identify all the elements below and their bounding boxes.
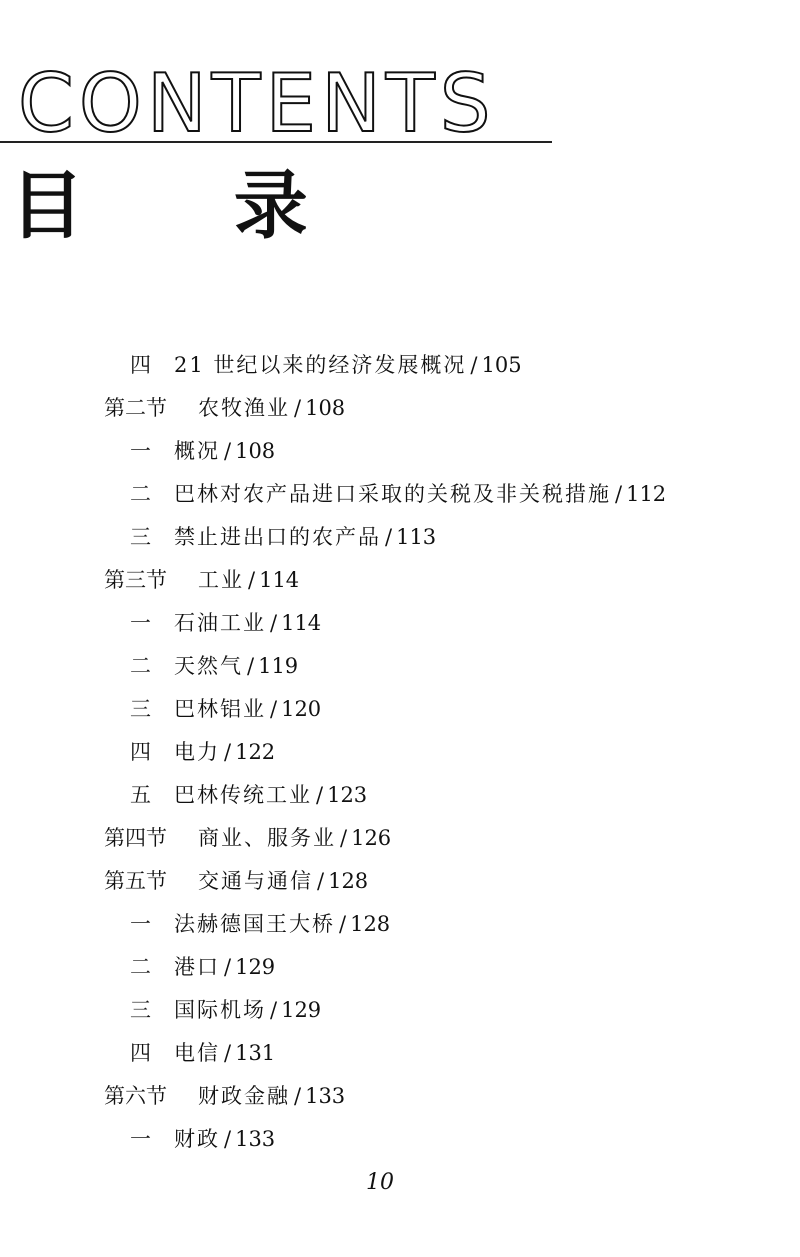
toc-entry-page: 122: [235, 740, 276, 764]
toc-entry-title: 工业: [198, 568, 244, 592]
toc-entry-page: 133: [305, 1084, 346, 1108]
toc-entry[interactable]: [130, 350, 522, 380]
toc-entry-separator: /: [224, 740, 232, 764]
toc-entry-page: 131: [235, 1041, 276, 1065]
toc-entry-separator: /: [339, 912, 347, 936]
toc-entry-number: 第五节: [104, 869, 167, 893]
toc-entry[interactable]: [130, 651, 298, 681]
toc-entry-title: 商业、服务业: [198, 826, 336, 850]
toc-entry-number: 四: [130, 740, 151, 764]
toc-entry-title: 石油工业: [174, 611, 266, 635]
toc-entry-page: 128: [350, 912, 391, 936]
toc-entry-number: 四: [130, 353, 151, 377]
toc-entry[interactable]: [104, 1081, 345, 1111]
toc-entry-title: 概况: [174, 439, 220, 463]
toc-entry-title: 港口: [174, 955, 220, 979]
heading-rule: [0, 141, 552, 143]
toc-entry[interactable]: [130, 780, 367, 810]
toc-entry[interactable]: [130, 995, 321, 1025]
toc-entry-number: 一: [130, 912, 151, 936]
toc-entry[interactable]: [104, 823, 391, 853]
toc-entry-separator: /: [340, 826, 348, 850]
toc-entry[interactable]: [130, 909, 390, 939]
toc-entry[interactable]: [130, 436, 275, 466]
toc-entry-separator: /: [270, 697, 278, 721]
toc-entry[interactable]: [130, 1038, 275, 1068]
toc-entry-page: 114: [259, 568, 300, 592]
toc-entry-page: 108: [305, 396, 346, 420]
toc-entry-number: 第二节: [104, 396, 167, 420]
toc-entry-separator: /: [316, 783, 324, 807]
page-number: 10: [366, 1170, 394, 1195]
toc-entry[interactable]: [130, 479, 666, 509]
toc-entry-separator: /: [294, 1084, 302, 1108]
toc-entry-title: 21 世纪以来的经济发展概况: [174, 353, 467, 377]
toc-entry-title: 国际机场: [174, 998, 266, 1022]
toc-entry[interactable]: [130, 737, 275, 767]
toc-entry-page: 108: [235, 439, 276, 463]
toc-entry-number: 一: [130, 1127, 151, 1151]
toc-entry-separator: /: [224, 1041, 232, 1065]
toc-entry-page: 112: [626, 482, 667, 506]
toc-entry-title: 电信: [174, 1041, 220, 1065]
toc-entry[interactable]: [130, 522, 436, 552]
toc-entry-page: 113: [396, 525, 437, 549]
contents-heading: CONTENTS: [18, 57, 496, 150]
toc-entry-page: 114: [281, 611, 322, 635]
toc-entry-number: 三: [130, 697, 151, 721]
toc-entry-page: 119: [258, 654, 299, 678]
contents-heading-chinese: 目 录: [10, 163, 370, 249]
toc-entry-title: 农牧渔业: [198, 396, 290, 420]
toc-entry-number: 一: [130, 611, 151, 635]
toc-entry-number: 五: [130, 783, 151, 807]
toc-entry-separator: /: [615, 482, 623, 506]
toc-entry-title: 天然气: [174, 654, 243, 678]
toc-entry-title: 财政金融: [198, 1084, 290, 1108]
toc-entry-page: 129: [281, 998, 322, 1022]
toc-entry-page: 133: [235, 1127, 276, 1151]
toc-entry-separator: /: [385, 525, 393, 549]
toc-entry-page: 126: [351, 826, 392, 850]
toc-entry[interactable]: [104, 866, 368, 896]
toc-entry-page: 120: [281, 697, 322, 721]
toc-entry-title: 巴林传统工业: [174, 783, 312, 807]
toc-entry-separator: /: [248, 568, 256, 592]
toc-entry-title: 巴林对农产品进口采取的关税及非关税措施: [174, 482, 611, 506]
toc-entry-number: 二: [130, 955, 151, 979]
toc-entry-title: 巴林铝业: [174, 697, 266, 721]
toc-entry-separator: /: [247, 654, 255, 678]
toc-entry-number: 二: [130, 482, 151, 506]
toc-entry-number: 二: [130, 654, 151, 678]
toc-entry-separator: /: [224, 1127, 232, 1151]
toc-entry-number: 三: [130, 525, 151, 549]
toc-entry-title: 禁止进出口的农产品: [174, 525, 381, 549]
toc-entry-number: 四: [130, 1041, 151, 1065]
toc-entry-number: 三: [130, 998, 151, 1022]
toc-entry[interactable]: [104, 565, 299, 595]
toc-entry-number: 第六节: [104, 1084, 167, 1108]
toc-entry-separator: /: [224, 439, 232, 463]
toc-entry-page: 128: [328, 869, 369, 893]
toc-entry-separator: /: [294, 396, 302, 420]
toc-entry[interactable]: [130, 1124, 275, 1154]
toc-entry-number: 第三节: [104, 568, 167, 592]
toc-entry[interactable]: [130, 952, 275, 982]
toc-entry-page: 123: [327, 783, 368, 807]
toc-entry-separator: /: [224, 955, 232, 979]
toc-entry-title: 法赫德国王大桥: [174, 912, 335, 936]
toc-entry-page: 129: [235, 955, 276, 979]
toc-entry[interactable]: [130, 694, 321, 724]
toc-entry-separator: /: [270, 611, 278, 635]
toc-entry-title: 交通与通信: [198, 869, 313, 893]
toc-entry-separator: /: [317, 869, 325, 893]
toc-entry-title: 财政: [174, 1127, 220, 1151]
toc-entry-title: 电力: [174, 740, 220, 764]
toc-entry-separator: /: [470, 353, 478, 377]
toc-entry-separator: /: [270, 998, 278, 1022]
toc-entry-number: 一: [130, 439, 151, 463]
toc-entry[interactable]: [130, 608, 321, 638]
toc-entry[interactable]: [104, 393, 345, 423]
toc-entry-number: 第四节: [104, 826, 167, 850]
toc-entry-page: 105: [481, 353, 522, 377]
